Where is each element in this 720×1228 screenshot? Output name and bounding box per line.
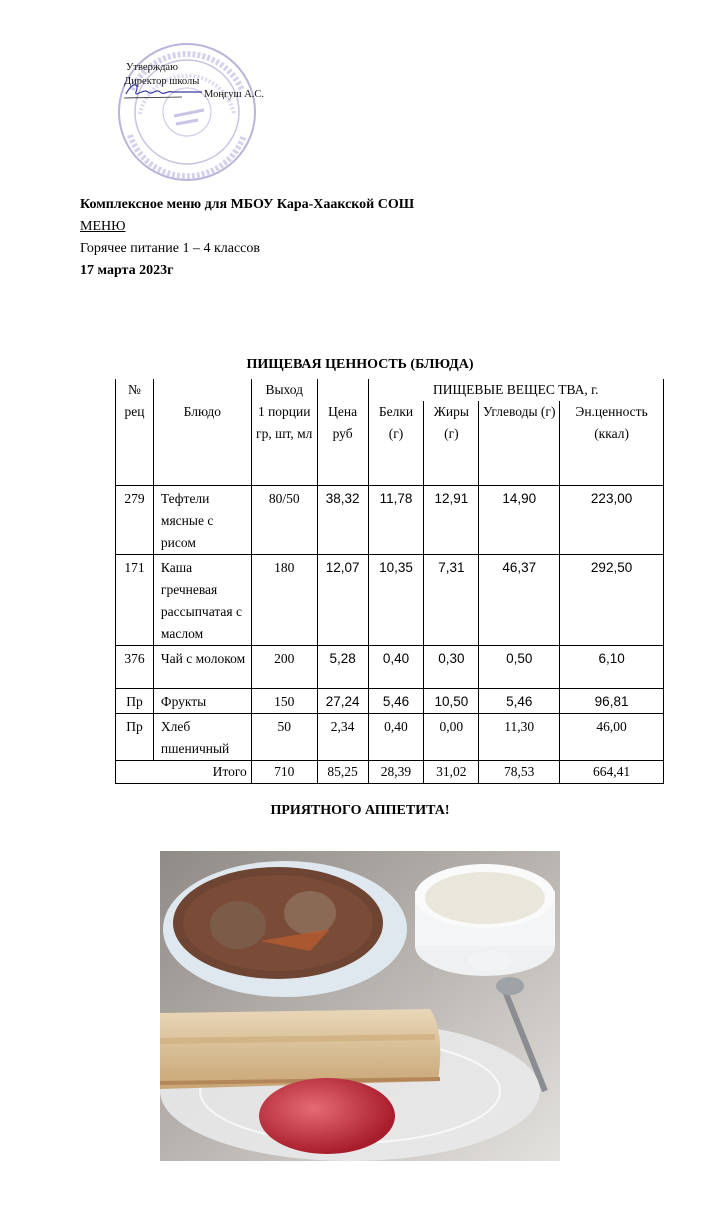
cell-protein: 0,40 (368, 646, 424, 689)
cell-protein: 0,40 (368, 714, 424, 761)
cell-fat: 12,91 (424, 486, 479, 555)
cell-fat: 10,50 (424, 689, 479, 714)
cell-dish: Каша гречневая рассыпчатая с маслом (153, 555, 251, 646)
approve-label: Утверждаю (126, 62, 178, 73)
cell-fat: 7,31 (424, 555, 479, 646)
cell-price: 38,32 (317, 486, 368, 555)
total-label: Итого (116, 761, 252, 784)
cell-dish: Чай с молоком (153, 646, 251, 689)
header-energy: Эн.ценность (ккал) (560, 401, 664, 486)
table-total-row (116, 761, 664, 784)
header-dish: Блюдо (153, 401, 251, 486)
cell-protein: 5,46 (368, 689, 424, 714)
cell-price: 2,34 (317, 714, 368, 761)
cell-price: 12,07 (317, 555, 368, 646)
cell-energy: 292,50 (560, 555, 664, 646)
menu-date: 17 марта 2023г (80, 263, 174, 278)
table-row (116, 486, 664, 555)
table-row (116, 646, 664, 689)
table-row (116, 555, 664, 646)
meal-photo (160, 851, 560, 1161)
cell-output: 200 (251, 646, 317, 689)
table-title: ПИЩЕВАЯ ЦЕННОСТЬ (БЛЮДА) (246, 357, 474, 372)
total-price: 85,25 (317, 761, 368, 784)
cell-output: 50 (251, 714, 317, 761)
meatball-icon (284, 891, 336, 935)
total-output: 710 (251, 761, 317, 784)
total-energy: 664,41 (560, 761, 664, 784)
meatball-icon (210, 901, 266, 949)
cell-output: 150 (251, 689, 317, 714)
total-protein: 28,39 (368, 761, 424, 784)
cell-carbs: 11,30 (479, 714, 560, 761)
nutrition-table (115, 379, 664, 784)
header-fat: Жиры (г) (424, 401, 479, 486)
cell-price: 5,28 (317, 646, 368, 689)
header-output: Выход (251, 379, 317, 401)
menu-label: МЕНЮ (80, 219, 126, 234)
header-nutrients-group: ПИЩЕВЫЕ ВЕЩЕС ТВА, г. (368, 379, 663, 401)
bread-icon (160, 1009, 440, 1089)
header-portion: 1 порции гр, шт, мл (251, 401, 317, 486)
table-row (116, 689, 664, 714)
header-rec: рец (116, 401, 154, 486)
cell-carbs: 14,90 (479, 486, 560, 555)
cell-fat: 0,30 (424, 646, 479, 689)
cell-rec: Пр (116, 689, 154, 714)
cell-protein: 11,78 (368, 486, 424, 555)
cell-energy: 96,81 (560, 689, 664, 714)
cell-dish: Фрукты (153, 689, 251, 714)
cell-carbs: 46,37 (479, 555, 560, 646)
cell-protein: 10,35 (368, 555, 424, 646)
total-carbs: 78,53 (479, 761, 560, 784)
cell-dish: Тефтели мясные с рисом (153, 486, 251, 555)
cell-price: 27,24 (317, 689, 368, 714)
header-protein: Белки (г) (368, 401, 424, 486)
cell-output: 180 (251, 555, 317, 646)
header-num: № (116, 379, 154, 401)
cell-rec: 279 (116, 486, 154, 555)
director-name: Моңгуш А.С. (204, 89, 265, 100)
cell-output: 80/50 (251, 486, 317, 555)
cell-energy: 46,00 (560, 714, 664, 761)
total-fat: 31,02 (424, 761, 479, 784)
apple-icon (259, 1078, 395, 1154)
cell-fat: 0,00 (424, 714, 479, 761)
cell-carbs: 5,46 (479, 689, 560, 714)
meal-type: Горячее питание 1 – 4 классов (80, 241, 260, 256)
table-row (116, 714, 664, 761)
school-menu-title: Комплексное меню для МБОУ Кара-Хаакской СОШ (80, 197, 415, 212)
cell-dish: Хлеб пшеничный (153, 714, 251, 761)
document-header (80, 194, 414, 282)
table-header-row (116, 379, 664, 401)
header-carbs: Углеводы (г) (479, 401, 560, 486)
cell-rec: 376 (116, 646, 154, 689)
cell-energy: 223,00 (560, 486, 664, 555)
signature-icon (122, 80, 202, 102)
director-label: Директор школы (124, 76, 200, 87)
cell-rec: Пр (116, 714, 154, 761)
approval-stamp (92, 30, 265, 188)
appetite-message: ПРИЯТНОГО АППЕТИТА! (270, 803, 450, 818)
cell-carbs: 0,50 (479, 646, 560, 689)
cell-energy: 6,10 (560, 646, 664, 689)
table-subheader-row (116, 401, 664, 486)
cell-rec: 171 (116, 555, 154, 646)
header-price: Цена руб (317, 401, 368, 486)
school-seal-icon (92, 30, 265, 188)
